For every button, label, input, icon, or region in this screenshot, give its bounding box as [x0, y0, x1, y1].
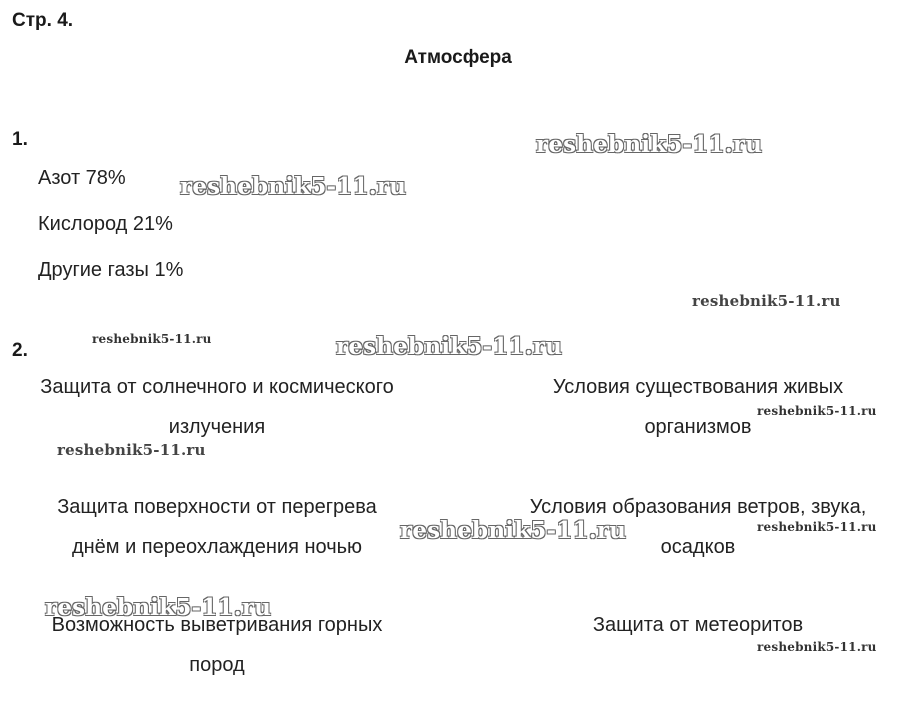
task-2-number: 2. [12, 340, 28, 361]
watermark: reshebnik5-11.ru [536, 131, 763, 158]
function-right-3-line-1: Защита от метеоритов [592, 614, 804, 636]
watermark: reshebnik5-11.ru [692, 292, 841, 310]
function-left-1-line-1: Защита от солнечного и космического [40, 376, 394, 398]
watermark: reshebnik5-11.ru [757, 404, 877, 418]
watermark: reshebnik5-11.ru [336, 333, 563, 360]
page-number: Стр. 4. [12, 10, 74, 31]
composition-item-nitrogen: Азот 78% [38, 167, 126, 189]
function-left-3-line-2: пород [189, 654, 245, 676]
function-left-1-line-2: излучения [168, 416, 266, 438]
watermark: reshebnik5-11.ru [92, 332, 212, 346]
composition-item-oxygen: Кислород 21% [38, 213, 173, 235]
composition-item-other-gases: Другие газы 1% [38, 259, 184, 281]
page-title: Атмосфера [404, 47, 512, 68]
function-left-2-line-1: Защита поверхности от перегрева [57, 496, 377, 518]
watermark: reshebnik5-11.ru [400, 517, 627, 544]
watermark: reshebnik5-11.ru [757, 640, 877, 654]
function-left-3-line-1: Возможность выветривания горных [51, 614, 383, 636]
watermark: reshebnik5-11.ru [57, 441, 206, 459]
function-right-1-line-1: Условия существования живых [552, 376, 844, 398]
watermark: reshebnik5-11.ru [180, 173, 407, 200]
function-left-2-line-2: днём и переохлаждения ночью [71, 536, 363, 558]
task-1-number: 1. [12, 129, 28, 150]
function-right-2-line-1: Условия образования ветров, звука, [529, 496, 867, 518]
watermark: reshebnik5-11.ru [45, 594, 272, 621]
watermark: reshebnik5-11.ru [757, 520, 877, 534]
function-right-2-line-2: осадков [660, 536, 736, 558]
function-right-1-line-2: организмов [644, 416, 752, 438]
